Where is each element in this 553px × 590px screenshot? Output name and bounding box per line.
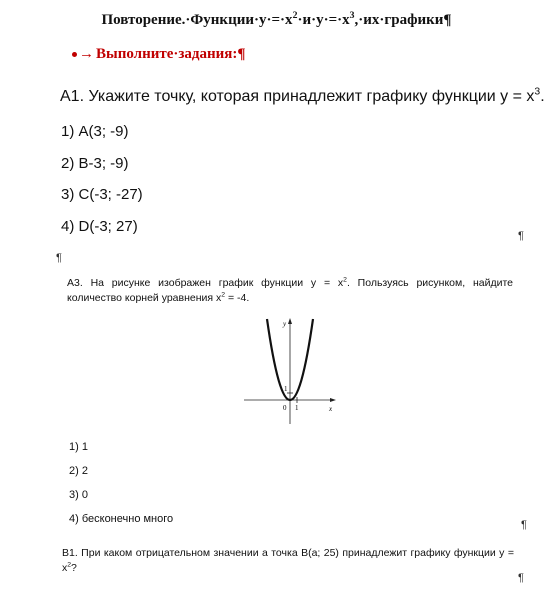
pilcrow-mark: ¶ bbox=[521, 519, 527, 531]
task-a1-option-3: 3) С(-3; -27) bbox=[61, 186, 143, 203]
task-a1-option-1: 1) А(3; -9) bbox=[61, 123, 129, 140]
task-a3-question: А3. На рисунке изображен график функции $у = x^2$. Пользуясь рисунком, найдите количество корней уравнения $x^2 = -4$. bbox=[67, 276, 513, 304]
pilcrow-mark: ¶ bbox=[237, 46, 246, 62]
instruction-heading: → Выполните·задания:¶ bbox=[72, 46, 246, 63]
y-tick-label: 1 bbox=[284, 385, 288, 393]
bullet-icon bbox=[72, 52, 77, 57]
y-axis-label: y bbox=[283, 320, 287, 328]
task-a1-question: А1. Укажите точку, которая принадлежит графику функции $у = x^3$. bbox=[60, 86, 545, 105]
pilcrow-mark: ¶ bbox=[443, 12, 452, 28]
y-axis-arrow-icon bbox=[288, 318, 292, 324]
task-a3-option-4: 4) бесконечно много bbox=[69, 513, 174, 525]
x-axis-label: x bbox=[329, 405, 333, 413]
x-axis-arrow-icon bbox=[330, 398, 336, 402]
task-b1-question: В1. При каком отрицательном значении a точка В(a; 25) принадлежит графику функции $у = x^2$? bbox=[62, 547, 514, 574]
task-a1-option-2: 2) В-3; -9) bbox=[61, 155, 129, 172]
x-tick-label: 1 bbox=[295, 404, 299, 412]
task-a3-option-2: 2) 2 bbox=[69, 465, 88, 477]
arrow-icon: → bbox=[79, 46, 94, 62]
parabola-graph bbox=[240, 314, 340, 430]
task-a3-option-3: 3) 0 bbox=[69, 489, 88, 501]
pilcrow-mark: ¶ bbox=[56, 252, 62, 264]
pilcrow-mark: ¶ bbox=[518, 572, 524, 584]
origin-label: 0 bbox=[283, 404, 287, 412]
task-a1-option-4: 4) D(-3; 27) bbox=[61, 218, 138, 235]
task-a3-option-1: 1) 1 bbox=[69, 441, 88, 453]
page-title: $Повторение.\cdot Функции\cdot у\cdot=\cdot x^2\cdot и\cdot у\cdot=\cdot x^3,\cdot их\cdot графики\P$ bbox=[101, 10, 452, 28]
pilcrow-mark: ¶ bbox=[518, 230, 524, 242]
